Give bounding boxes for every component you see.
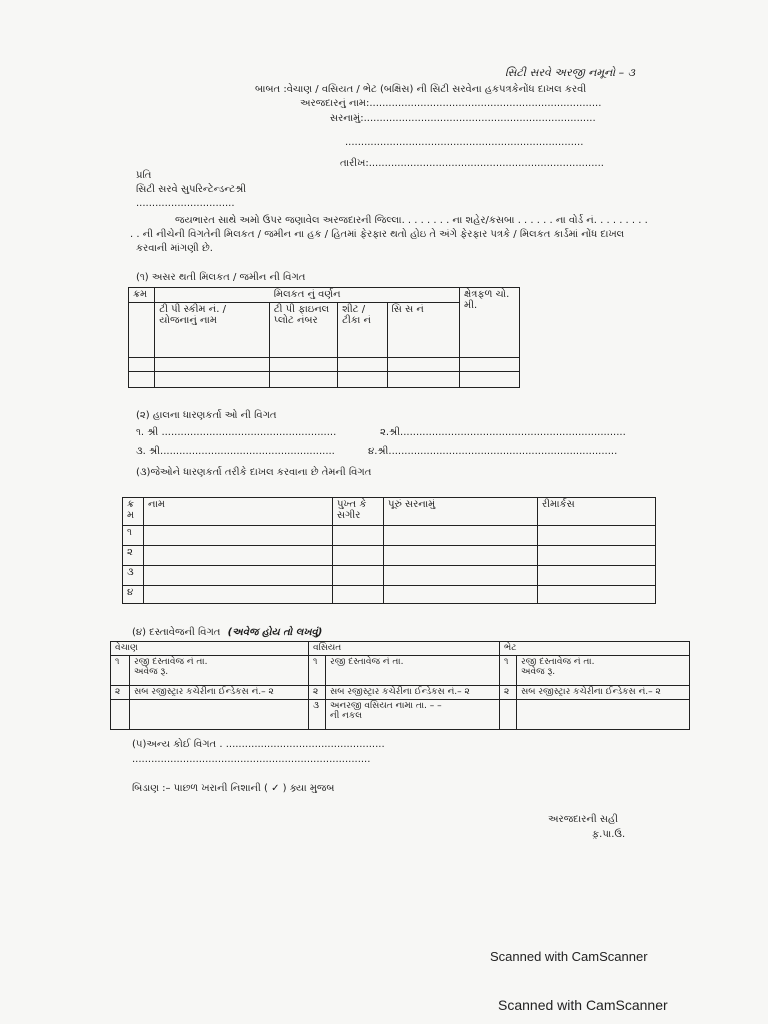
address-continued-line: ...........................................................................	[345, 137, 584, 148]
gift-row-number: ૧	[500, 656, 517, 686]
body-line-1: જયભારત સાથે અમો ઉપર જણાવેલ અરજદારની જિલ્લા. . . . . . . . ના શહેર/કસબા . . . . . . ના વોર્ડ નં. . . . . . . . .	[175, 215, 648, 226]
camscanner-watermark-footer: Scanned with CamScanner	[498, 997, 668, 1013]
applicant-name-line: અરજદારનું નામ:.........................................................................	[300, 98, 602, 109]
property-table	[128, 287, 520, 388]
section4-heading-text: (૪) દસ્તાવેજની વિગત	[132, 627, 221, 638]
property-empty-row	[129, 372, 520, 388]
will-row-number: ૩	[309, 700, 326, 730]
gift-row-number: ૨	[500, 686, 517, 700]
holders-col-address: પૂરું સરનામું	[384, 498, 538, 526]
section5-line-2: ...........................................................................	[132, 754, 371, 765]
sale-consideration: અવેજ રૂ.	[134, 667, 169, 677]
holder-3: ૩. શ્રી.......................................................	[136, 446, 335, 457]
will-unregistered-date: અનરજી વસિયત નામા તા. – –	[330, 701, 442, 711]
holders-row	[123, 566, 656, 586]
holders-col-no: ક્ર મ	[123, 498, 144, 526]
will-registered-doc	[326, 656, 500, 686]
holders-col-name: નામ	[144, 498, 333, 526]
body-line-3: કરવાની માંગણી છે.	[136, 243, 213, 254]
section5-line: (૫)અન્ય કોઈ વિગત . ..................................................	[132, 739, 385, 750]
body-line-2: . . ની નીચેની વિગતેની મિલકત / જમીન ના હક / હિતમાં ફેરફાર થતો હોઇ તે અંગે ફેરફાર પત્રકે / મિલકત કાર્ડમાં નોંધ દાખલ	[130, 229, 625, 240]
sale-doc-number: રજી દસ્તાવેજ નં તા.	[134, 657, 208, 667]
holders-row-number: ૪	[123, 586, 144, 604]
holders-row	[123, 546, 656, 566]
holders-row	[123, 526, 656, 546]
will-index: સબ રજીસ્ટ્રાર કચેરીના ઈન્ડેકસ નં.– ૨	[326, 686, 500, 700]
address-line: સરનામું:.........................................................................	[330, 113, 596, 124]
section4-heading-note: (અવેજ હોય તો લખવું)	[227, 627, 323, 638]
sale-index: સબ રજીસ્ટ્રાર કચેરીના ઈન્ડેકસ નં.– ૨	[130, 686, 309, 700]
gift-index: સબ રજીસ્ટ્રાર કચેરીના ઈન્ડેકસ નં.– ૨	[517, 686, 690, 700]
subject-line: બાબત :વેચાણ / વસિયત / ભેટ (બક્ષિસ) ની સિટી સરવેના હકપત્રકેનોંધ દાખલ કરવી	[255, 84, 587, 95]
holder-2: ૨.શ્રી.......................................................................	[380, 427, 626, 438]
section2-heading: (૨) હાલના ધારણકર્તા ઓ ની વિગત	[136, 410, 277, 421]
documents-table	[110, 641, 690, 730]
gift-registered-doc	[517, 656, 690, 686]
recipient-dots: ...............................	[136, 198, 235, 209]
documents-col-sale: વેચાણ	[111, 642, 309, 656]
holders-row-number: ૨	[123, 546, 144, 566]
property-sub-sheet: શીટ / ટીકા નં	[338, 303, 387, 358]
property-col-desc: મિલકત નું વર્ણન	[155, 288, 460, 303]
property-sub-final: ટી પી ફાઇનલ પ્લોટ નંબર	[269, 303, 337, 358]
documents-col-will: વસિયત	[309, 642, 500, 656]
date-line: તારીખ:..........................................................................	[340, 158, 604, 169]
property-sub-survey: સિ સ નં	[387, 303, 460, 358]
property-no-cell	[129, 303, 155, 358]
recipient-officer: સિટી સરવે સુપરિન્ટેન્ડન્ટશ્રી	[136, 184, 247, 195]
property-sub-tp: ટી પી સ્કીમ નં. / યોજનાનું નામ	[155, 303, 270, 358]
section1-heading: (૧) અસર થતી મિલકત / જમીન ની વિગત	[136, 272, 306, 283]
camscanner-watermark: Scanned with CamScanner	[490, 949, 648, 964]
section3-heading: (૩)જેઓને ધારણકર્તા તરીકે દાખલ કરવાના છે તેમની વિગત	[136, 467, 372, 478]
new-holders-table	[122, 497, 656, 604]
holder-1: ૧. શ્રી .......................................................	[136, 427, 337, 438]
documents-col-gift: ભેટ	[500, 642, 690, 656]
applicant-signature: અરજદારની સહી	[548, 814, 618, 825]
holders-row-number: ૩	[123, 566, 144, 586]
enclosure-note: બિડાણ :– પાછળ ખરાની નિશાની ( ✓ ) ક્ર્યા મુજબ	[132, 783, 335, 794]
holders-row	[123, 586, 656, 604]
thumb-impression: ફ઼.પા.ઉ.	[592, 829, 626, 840]
sale-row-number: ૧	[111, 656, 130, 686]
will-row-number: ૨	[309, 686, 326, 700]
property-col-no: ક્રમ	[129, 288, 155, 303]
holders-row-number: ૧	[123, 526, 144, 546]
form-title: સિટી સરવે અરજી નમૂનો – ૩	[505, 66, 635, 79]
gift-consideration: અવેજ રૂ.	[521, 667, 556, 677]
sale-row-number: ૨	[111, 686, 130, 700]
property-col-area: ક્ષેત્રફળ ચો. મી.	[460, 288, 520, 358]
section4-heading	[132, 627, 322, 639]
property-empty-row	[129, 358, 520, 372]
sale-registered-doc	[130, 656, 309, 686]
holder-4: ૪.શ્રી........................................................................	[368, 446, 618, 457]
gift-doc-number: રજી દસ્તાવેજ નં તા.	[521, 657, 595, 667]
will-copy-label: ની નકલ	[330, 711, 363, 721]
holders-col-age: પુખ્ત કે સગીર	[333, 498, 384, 526]
will-unregistered-copy	[326, 700, 500, 730]
holders-col-remarks: રીમાર્કસ	[538, 498, 656, 526]
will-row-number: ૧	[309, 656, 326, 686]
will-doc-number: રજી દસ્તાવેજ નં તા.	[330, 657, 404, 667]
recipient-prati: પ્રતિ	[136, 170, 152, 181]
